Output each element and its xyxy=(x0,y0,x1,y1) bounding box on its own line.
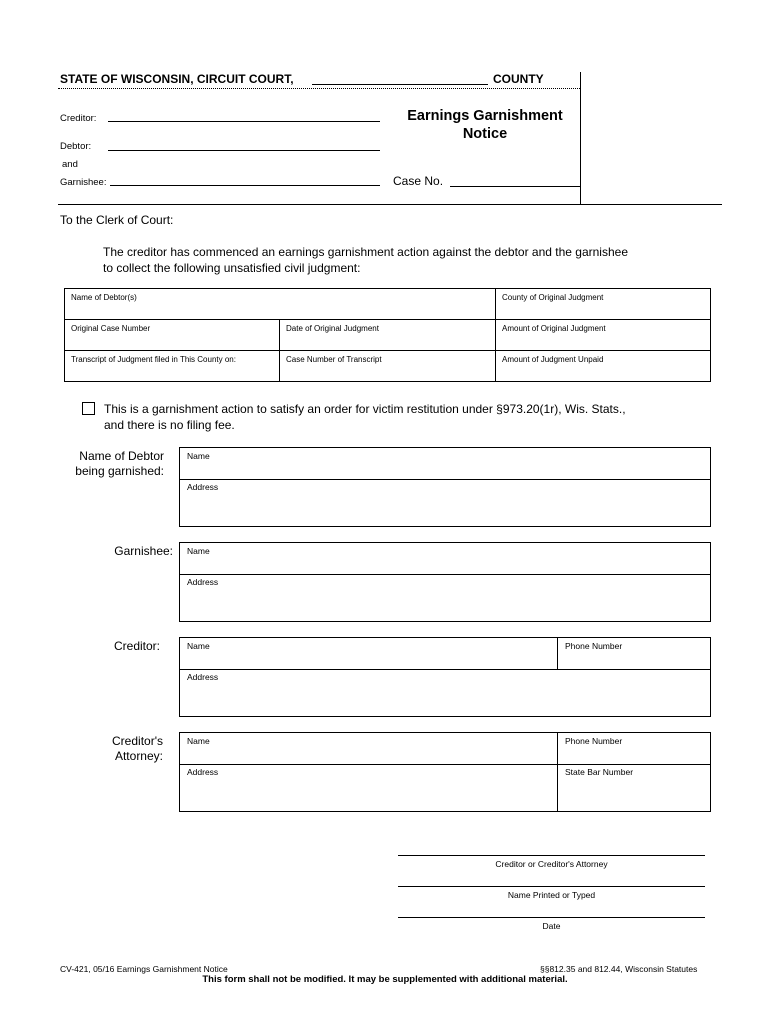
and-label: and xyxy=(62,159,78,170)
attorney-phone-label: Phone Number xyxy=(565,736,623,746)
date-of-original-cell[interactable] xyxy=(280,320,496,351)
transcript-filed-label: Transcript of Judgment filed in This County on: xyxy=(71,355,236,364)
form-id: CV-421, 05/16 Earnings Garnishment Notice xyxy=(60,964,228,974)
original-case-number-cell[interactable] xyxy=(65,320,280,351)
debtor-box xyxy=(179,447,711,527)
attorney-box xyxy=(179,732,711,812)
form-title xyxy=(385,107,585,143)
restitution-text xyxy=(104,401,626,433)
printed-name-label: Name Printed or Typed xyxy=(507,890,596,900)
creditor-address-label: Address xyxy=(187,672,219,682)
transcript-filed-cell[interactable] xyxy=(65,351,280,382)
creditor-box-divider xyxy=(180,669,710,670)
creditor-name-label: Name xyxy=(187,641,210,651)
signer-label: Creditor or Creditor's Attorney xyxy=(495,859,608,869)
attorney-box-divider xyxy=(180,764,710,765)
restitution-checkbox[interactable] xyxy=(82,402,95,415)
debtor-address-label: Address xyxy=(187,482,219,492)
intro-line1: The creditor has commenced an earnings garnishment action against the debtor and the garnishee xyxy=(103,245,628,259)
case-number-transcript-label: Case Number of Transcript xyxy=(286,355,382,364)
garnishee-field[interactable] xyxy=(110,185,380,186)
case-no-field[interactable] xyxy=(450,186,580,187)
debtor-label: Debtor: xyxy=(60,141,92,152)
garnishee-section-label: Garnishee: xyxy=(114,544,173,558)
garnishee-label: Garnishee: xyxy=(60,177,107,188)
original-case-number-label: Original Case Number xyxy=(71,324,151,333)
date-label: Date xyxy=(542,921,561,931)
garnishee-box xyxy=(179,542,711,622)
name-of-debtors-cell[interactable] xyxy=(65,289,496,320)
county-of-original-label: County of Original Judgment xyxy=(502,293,604,302)
debtor-box-divider xyxy=(180,479,710,480)
garnishee-box-divider xyxy=(180,574,710,575)
intro-line2: to collect the following unsatisfied civil judgment: xyxy=(103,261,361,275)
case-no-label: Case No. xyxy=(393,174,444,188)
restitution-line2: and there is no filing fee. xyxy=(104,418,235,432)
name-of-debtors-label: Name of Debtor(s) xyxy=(71,293,137,302)
intro-paragraph xyxy=(103,244,628,276)
amount-of-original-cell[interactable] xyxy=(496,320,711,351)
modification-notice: This form shall not be modified. It may be supplemented with additional material. xyxy=(202,974,568,985)
attorney-box-vdivider xyxy=(557,733,558,811)
attorney-bar-number-label: State Bar Number xyxy=(565,767,634,777)
creditor-label: Creditor: xyxy=(60,113,97,124)
restitution-line1: This is a garnishment action to satisfy an order for victim restitution under §973.20(1r), Wis. Stats., xyxy=(104,402,626,416)
county-field[interactable] xyxy=(312,84,488,85)
debtor-section-label xyxy=(60,449,164,479)
garnishee-address-label: Address xyxy=(187,577,219,587)
caption-bottom-rule xyxy=(58,204,722,205)
creditor-box xyxy=(179,637,711,717)
case-number-transcript-cell[interactable] xyxy=(280,351,496,382)
court-heading: STATE OF WISCONSIN, CIRCUIT COURT, xyxy=(60,72,294,86)
statutes: §§812.35 and 812.44, Wisconsin Statutes xyxy=(540,964,698,974)
amount-unpaid-label: Amount of Judgment Unpaid xyxy=(502,355,604,364)
creditor-field[interactable] xyxy=(108,121,380,122)
county-label: COUNTY xyxy=(493,72,544,86)
debtor-field[interactable] xyxy=(108,150,380,151)
signature-line[interactable] xyxy=(398,855,705,856)
form-title-line1: Earnings Garnishment xyxy=(407,108,563,124)
form-title-line2: Notice xyxy=(462,126,508,142)
creditor-box-vdivider xyxy=(557,638,558,669)
debtor-section-label-line2: being garnished: xyxy=(75,464,164,478)
creditor-section-label: Creditor: xyxy=(113,639,160,653)
debtor-section-label-line1: Name of Debtor xyxy=(79,449,164,463)
amount-of-original-label: Amount of Original Judgment xyxy=(502,324,606,333)
amount-unpaid-cell[interactable] xyxy=(496,351,711,382)
attorney-section-label-line2: Attorney: xyxy=(114,749,163,763)
printed-name-line[interactable] xyxy=(398,886,705,887)
attorney-section-label xyxy=(60,734,163,764)
header-divider xyxy=(58,88,580,89)
judgment-table xyxy=(64,288,711,382)
attorney-address-label: Address xyxy=(187,767,219,777)
date-of-original-label: Date of Original Judgment xyxy=(286,324,379,333)
creditor-phone-label: Phone Number xyxy=(565,641,623,651)
garnishee-name-label: Name xyxy=(187,546,210,556)
debtor-name-label: Name xyxy=(187,451,210,461)
salutation: To the Clerk of Court: xyxy=(60,213,174,227)
county-of-original-cell[interactable] xyxy=(496,289,711,320)
attorney-section-label-line1: Creditor's xyxy=(112,734,163,748)
attorney-name-label: Name xyxy=(187,736,210,746)
date-line[interactable] xyxy=(398,917,705,918)
